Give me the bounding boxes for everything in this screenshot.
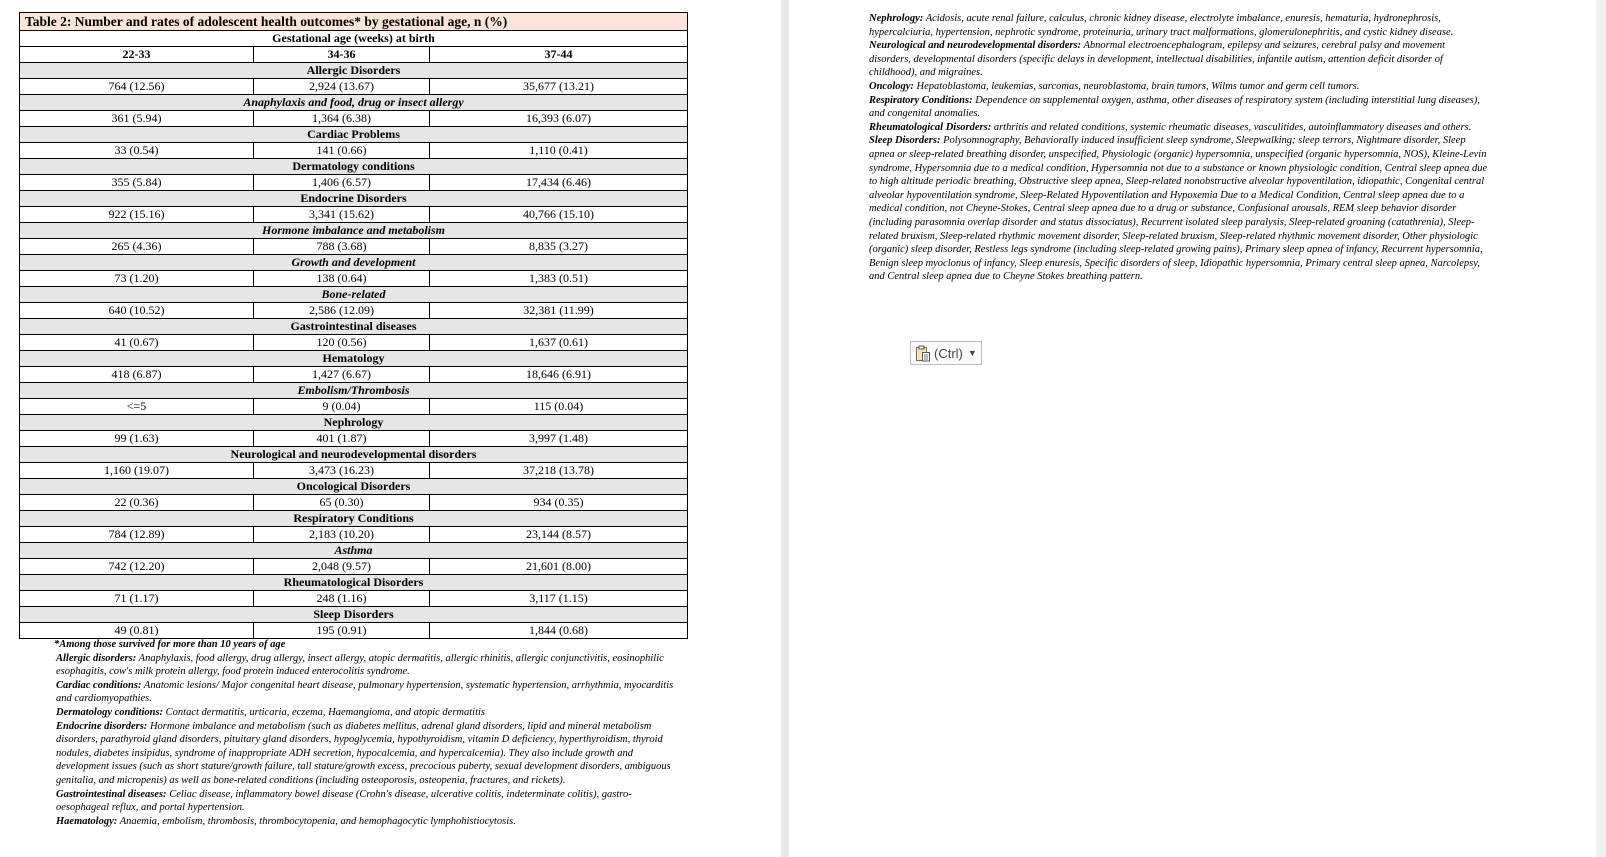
section-label[interactable]: Cardiac Problems [20,127,688,143]
table-cell[interactable]: 33 (0.54) [20,143,254,159]
definition-paragraph[interactable] [56,720,681,788]
table-cell[interactable]: 1,844 (0.68) [430,623,688,639]
definition-paragraph[interactable] [56,788,681,815]
section-header-row [20,447,688,463]
section-header-row [20,607,688,623]
section-label[interactable]: Asthma [20,543,688,559]
table-cell[interactable]: 355 (5.84) [20,175,254,191]
section-header-row [20,351,688,367]
definition-label: Sleep Disorders: [869,135,941,147]
section-label[interactable]: Bone-related [20,287,688,303]
section-header-row [20,479,688,495]
table-row [20,143,688,159]
table-cell[interactable]: 265 (4.36) [20,239,254,255]
table-cell[interactable]: 35,677 (13.21) [430,79,688,95]
chevron-down-icon: ▼ [967,348,977,358]
table-cell[interactable]: 3,473 (16.23) [254,463,430,479]
table-caption-row [20,13,688,31]
section-header-row [20,63,688,79]
section-label[interactable]: Endocrine Disorders [20,191,688,207]
section-label[interactable]: Gastrointestinal diseases [20,319,688,335]
definition-paragraph[interactable] [56,706,681,720]
clipboard-icon [915,345,931,362]
table-cell[interactable]: 32,381 (11.99) [430,303,688,319]
table-cell[interactable]: 8,835 (3.27) [430,239,688,255]
column-header[interactable]: 22-33 [20,47,254,63]
definition-paragraph[interactable] [869,94,1489,121]
definition-label: Gastrointestinal diseases: [56,788,167,800]
table-cell[interactable]: 138 (0.64) [254,271,430,287]
outcomes-table [19,12,688,639]
definition-label: Dermatology conditions: [56,706,164,718]
definition-label: Oncology: [869,80,914,92]
group-header-row [20,31,688,47]
table-cell[interactable]: 248 (1.16) [254,591,430,607]
section-label[interactable]: Hematology [20,351,688,367]
table-cell[interactable]: 1,160 (19.07) [20,463,254,479]
table-cell[interactable]: 788 (3.68) [254,239,430,255]
table-cell[interactable]: 99 (1.63) [20,431,254,447]
table-cell[interactable]: 49 (0.81) [20,623,254,639]
section-label[interactable]: Neurological and neurodevelopmental disorders [20,447,688,463]
section-header-row [20,511,688,527]
table-cell[interactable]: 1,406 (6.57) [254,175,430,191]
definition-paragraph[interactable] [869,12,1489,39]
section-label[interactable]: Embolism/Thrombosis [20,383,688,399]
table-cell[interactable]: 71 (1.17) [20,591,254,607]
definition-text: Anaemia, embolism, thrombosis, thrombocytopenia, and hemophagocytic lymphohistiocytosis. [119,815,516,827]
table-cell[interactable]: 115 (0.04) [430,399,688,415]
definition-text: Polysomnography, Behaviorally induced insufficient sleep syndrome, Sleepwalking; sleep terrors, Nightmare disorder, Sleep apnea or sleep-related breathing disorder, unspecified, Physiologic (organic) hypersomnia, unspecified (organic hypersomnia, NOS), Kleine-Levin syndrome, Hypersomnia due to a medical condition, Hypersomnia not due to a substance or known physiologic condition, Central sleep apnea due to high altitude periodic breathing, Obstructive sleep apnea, Sleep-related nonobstructive alveolar hypoventilation, idiopathic, Congenital central alveolar hypoventilation syndrome, Sleep-Related Hypoventilation and Hypoxemia Due to a Medical Condition, Central sleep apnea due to a medical condition, not Cheyne-Stokes, Central sleep apnea due to a drug or substance, Confusional arousals, REM sleep behavior disorder (including parasomnia overlap disorder and status dissociatus), Recurrent isolated sleep paralysis, Sleep-related groaning (catathrenia), Sleep-related bruxism, Sleep-related rhythmic movement disorder, Sleep-related bruxism, Sleep-related rhythmic movement disorder, Other physiologic (organic) sleep disorder, Restless legs syndrome (including sleep-related growing pains), Primary sleep apnea of infancy, Recurrent hypersomnia, Benign sleep myoclonus of infancy, Sleep enuresis, Specific disorders of sleep, Idiopathic hypersomnia, Primary central sleep apnea, Narcolepsy, and Central sleep apnea due to Cheyne Stokes breathing pattern. [869,135,1488,283]
table-row [20,239,688,255]
table-cell[interactable]: 21,601 (8.00) [430,559,688,575]
paste-options-button[interactable] [910,341,982,365]
table-cell[interactable]: 922 (15.16) [20,207,254,223]
definition-text: Anaphylaxis, food allergy, drug allergy, insect allergy, atopic dermatitis, allergic rhinitis, allergic conjunctivitis, eosinophilic esophagitis, cow's milk protein allergy, food protein induced enterocolitis syndrome. [56,652,664,678]
definition-label: Cardiac conditions: [56,679,142,691]
section-header-row [20,287,688,303]
definition-paragraph[interactable] [869,134,1489,284]
definition-label: Nephrology: [869,13,924,24]
definition-label: Rheumatological Disorders: [869,121,992,133]
table-cell[interactable]: 16,393 (6.07) [430,111,688,127]
section-header-row [20,543,688,559]
table-row [20,335,688,351]
definition-label: Haematology: [56,815,118,827]
table-cell[interactable]: 640 (10.52) [20,303,254,319]
definition-text: Dependence on supplemental oxygen, asthma, other diseases of respiratory system (including interstitial lung diseases), and congenital anomalies. [869,94,1480,120]
section-header-row [20,415,688,431]
table-cell[interactable]: 141 (0.66) [254,143,430,159]
definition-paragraph[interactable] [56,679,681,706]
table-cell[interactable]: 120 (0.56) [254,335,430,351]
definitions-list-left [56,652,681,829]
section-header-row [20,255,688,271]
table-row [20,271,688,287]
table-cell[interactable]: 2,924 (13.67) [254,79,430,95]
table-cell[interactable]: 1,364 (6.38) [254,111,430,127]
definitions-list-right [869,12,1489,284]
table-cell[interactable]: 784 (12.89) [20,527,254,543]
definition-text: Hormone imbalance and metabolism (such as diabetes mellitus, adrenal gland disorders, lipid and mineral metabolism disorders, parathyroid gland disorders, pituitary gland disorders, hypoglycemia, hypothyroidism, vitamin D deficiency, hyperthyroidism, thyroid nodules, diabetes insipidus, syndrome of inappropriate ADH secretion, hypocalcemia, and hypercalcemia). They also include growth and development issues (such as short stature/growth failure, tall stature/growth excess, precocious puberty, sexual development disorders, ambiguous genitalia, and micropenis) as well as bone-related conditions (including osteoporosis, osteopenia, fractures, and rickets). [56,720,671,786]
definition-paragraph[interactable] [869,121,1489,135]
section-header-row [20,191,688,207]
definition-label: Endocrine disorders: [56,720,148,732]
definition-text: Acidosis, acute renal failure, calculus, chronic kidney disease, electrolyte imbalance, enuresis, hematuria, hydronephrosis, hypercalciuria, hypertension, nephrotic syndrome, proteinuria, urinary tract malformations, glomerulonephritis, and cystic kidney disease. [869,13,1454,38]
table-cell[interactable]: 3,341 (15.62) [254,207,430,223]
table-cell[interactable]: 17,434 (6.46) [430,175,688,191]
paste-options-label: (Ctrl) [934,345,963,361]
table-cell[interactable]: 18,646 (6.91) [430,367,688,383]
table-cell[interactable]: 1,110 (0.41) [430,143,688,159]
section-header-row [20,127,688,143]
section-label[interactable]: Growth and development [20,255,688,271]
section-header-row [20,95,688,111]
table-cell[interactable]: 41 (0.67) [20,335,254,351]
column-header-row [20,47,688,63]
table-cell[interactable]: 9 (0.04) [254,399,430,415]
column-header[interactable]: 34-36 [254,47,430,63]
section-header-row [20,159,688,175]
table-row [20,495,688,511]
definition-text: Anatomic lesions/ Major congenital heart disease, pulmonary hypertension, systematic hypertension, arrhythmia, myocarditis and cardiomyopathies. [56,679,674,705]
table-row [20,431,688,447]
definition-label: Allergic disorders: [56,652,137,664]
section-label[interactable]: Allergic Disorders [20,63,688,79]
table-cell[interactable]: 401 (1.87) [254,431,430,447]
section-label[interactable]: Oncological Disorders [20,479,688,495]
table-cell[interactable]: 22 (0.36) [20,495,254,511]
definition-text: arthritis and related conditions, systemic rheumatic diseases, vasculitides, autoinflammatory diseases and others. [993,121,1472,133]
table-row [20,559,688,575]
section-header-row [20,319,688,335]
table-cell[interactable]: 1,637 (0.61) [430,335,688,351]
group-header[interactable]: Gestational age (weeks) at birth [20,31,688,47]
table-cell[interactable]: 1,427 (6.67) [254,367,430,383]
table-cell[interactable]: 742 (12.20) [20,559,254,575]
definition-text: Celiac disease, inflammatory bowel disease (Crohn's disease, ulcerative colitis, indeterminate colitis), gastro-oesophageal reflux, and portal hypertension. [56,788,632,814]
table-row [20,303,688,319]
definition-paragraph[interactable] [869,39,1489,80]
table-notes [56,638,681,828]
column-header[interactable]: 37-44 [430,47,688,63]
table-cell[interactable]: 2,048 (9.57) [254,559,430,575]
table-row [20,367,688,383]
table-cell[interactable]: 1,383 (0.51) [430,271,688,287]
definition-text: Hepatoblastoma, leukemias, sarcomas, neuroblastoma, brain tumors, Wilms tumor and germ cell tumors. [916,80,1360,92]
definition-label: Neurological and neurodevelopmental disorders: [869,40,1082,52]
section-label[interactable]: Hormone imbalance and metabolism [20,223,688,239]
table-row [20,207,688,223]
definition-paragraph[interactable] [56,815,681,829]
table-cell[interactable]: 65 (0.30) [254,495,430,511]
table-cell[interactable]: 23,144 (8.57) [430,527,688,543]
definition-text: Contact dermatitis, urticaria, eczema, Haemangioma, and atopic dermatitis [165,706,486,718]
table-cell[interactable]: 37,218 (13.78) [430,463,688,479]
table-row [20,399,688,415]
section-label[interactable]: Nephrology [20,415,688,431]
section-header-row [20,223,688,239]
table-cell[interactable]: 73 (1.20) [20,271,254,287]
section-label[interactable]: Dermatology conditions [20,159,688,175]
table-cell[interactable]: 3,117 (1.15) [430,591,688,607]
footnote[interactable]: *Among those survived for more than 10 years of age [54,639,286,650]
section-header-row [20,383,688,399]
table-cell[interactable]: 361 (5.94) [20,111,254,127]
definition-label: Respiratory Conditions: [869,94,973,106]
page-gutter-right [1596,0,1606,857]
table-row [20,175,688,191]
definition-text: Abnormal electroencephalogram, epilepsy and seizures, cerebral palsy and movement disorders, developmental disorders (specific delays in development, intellectual disabilities, infantile autism, attention deficit disorder of childhood), and migraines. [869,40,1446,79]
table-cell[interactable]: 934 (0.35) [430,495,688,511]
section-label[interactable]: Rheumatological Disorders [20,575,688,591]
table-cell[interactable]: <=5 [20,399,254,415]
table-cell[interactable]: 764 (12.56) [20,79,254,95]
table-row [20,79,688,95]
definitions-continued [869,12,1489,284]
table-cell[interactable]: 195 (0.91) [254,623,430,639]
table-cell[interactable]: 2,183 (10.20) [254,527,430,543]
section-label[interactable]: Respiratory Conditions [20,511,688,527]
page-gutter [781,0,789,857]
table-cell[interactable]: 2,586 (12.09) [254,303,430,319]
table-cell[interactable]: 3,997 (1.48) [430,431,688,447]
table-row [20,463,688,479]
definition-paragraph[interactable] [869,80,1489,94]
table-caption[interactable]: Table 2: Number and rates of adolescent health outcomes* by gestational age, n (%) [20,13,688,31]
table-row [20,623,688,639]
section-label[interactable]: Anaphylaxis and food, drug or insect allergy [20,95,688,111]
section-header-row [20,575,688,591]
table-row [20,527,688,543]
table-cell[interactable]: 418 (6.87) [20,367,254,383]
table-cell[interactable]: 40,766 (15.10) [430,207,688,223]
section-label[interactable]: Sleep Disorders [20,607,688,623]
table-row [20,591,688,607]
table-row [20,111,688,127]
definition-paragraph[interactable] [56,652,681,679]
